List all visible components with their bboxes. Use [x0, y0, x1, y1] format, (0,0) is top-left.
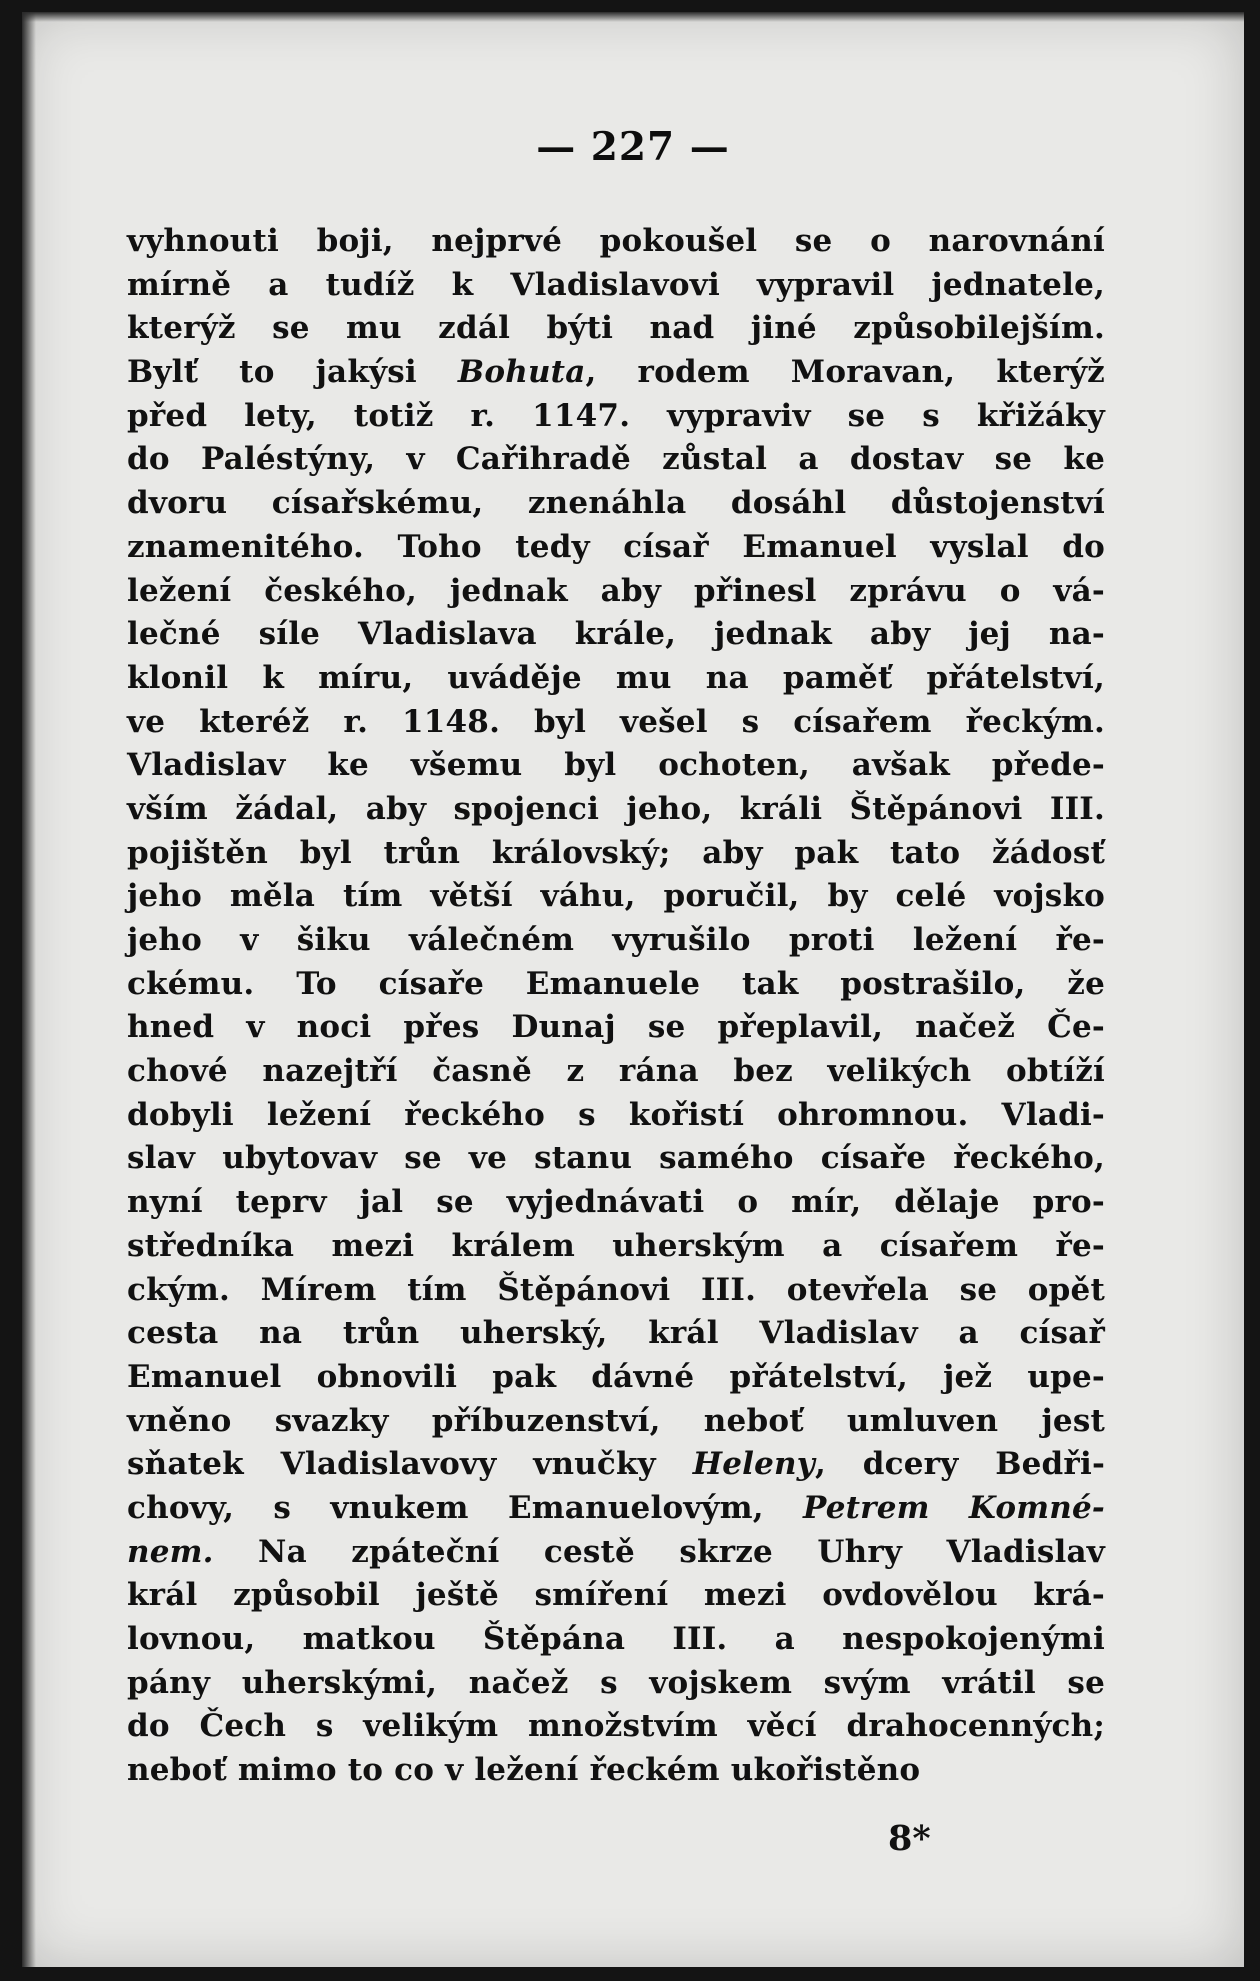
text-line: ležení českého, jednak aby přinesl zprávu o vá- [127, 572, 1105, 609]
page-left-edge-shadow [22, 12, 36, 1967]
text-line: mírně a tudíž k Vladislavovi vypravil jednatele, [127, 266, 1105, 303]
page-number: — 227 — [536, 124, 730, 170]
text-line: Bylť to jakýsi Bohuta, rodem Moravan, kterýž [127, 354, 1105, 391]
text-line: chové nazejtří časně z rána bez velikých obtíží [127, 1053, 1105, 1090]
text-line: neboť mimo to co v ležení řeckém ukořistěno [127, 1752, 921, 1789]
text-line: cesta na trůn uherský, král Vladislav a císař [127, 1315, 1105, 1352]
text-line: vněno svazky příbuzenství, neboť umluven jest [127, 1402, 1105, 1439]
text-line: hned v noci přes Dunaj se přeplavil, načež Če- [127, 1009, 1105, 1046]
text-line: jeho měla tím větší váhu, poručil, by celé vojsko [127, 878, 1105, 915]
text-line: středníka mezi králem uherským a císařem ře- [127, 1227, 1105, 1264]
text-line: pojištěn byl trůn královský; aby pak tato žádosť [127, 834, 1105, 871]
text-line: pány uherskými, načež s vojskem svým vrátil se [127, 1664, 1105, 1701]
body-text [127, 220, 1105, 1793]
text-line: do Paléstýny, v Cařihradě zůstal a dostav se ke [127, 441, 1105, 478]
text-line: ve kteréž r. 1148. byl vešel s císařem řeckým. [127, 703, 1105, 740]
printer-signature-mark: 8* [888, 1818, 931, 1859]
text-line: vším žádal, aby spojenci jeho, králi Štěpánovi III. [127, 790, 1105, 827]
text-line: do Čech s velikým množstvím věcí drahocenných; [127, 1708, 1105, 1745]
book-page [22, 12, 1244, 1967]
text-line: lovnou, matkou Štěpána III. a nespokojenými [127, 1621, 1105, 1657]
text-line: král způsobil ještě smíření mezi ovdovělou krá- [127, 1577, 1105, 1614]
text-line: ckým. Mírem tím Štěpánovi III. otevřela se opět [127, 1271, 1105, 1308]
text-line: kterýž se mu zdál býti nad jiné způsobilejším. [127, 310, 1105, 347]
text-line: klonil k míru, uváděje mu na paměť přátelství, [127, 659, 1105, 696]
text-line: Emanuel obnovili pak dávné přátelství, jež upe- [127, 1358, 1105, 1395]
text-line: chovy, s vnukem Emanuelovým, Petrem Komné- [127, 1489, 1105, 1526]
text-line: lečné síle Vladislava krále, jednak aby jej na- [127, 616, 1105, 653]
page-top-edge-shadow [22, 12, 1244, 22]
text-line: Vladislav ke všemu byl ochoten, avšak přede- [127, 747, 1105, 784]
text-line: dobyli ležení řeckého s kořistí ohromnou. Vladi- [127, 1096, 1105, 1133]
text-line: před lety, totiž r. 1147. vypraviv se s křižáky [127, 397, 1105, 434]
text-line: sňatek Vladislavovy vnučky Heleny, dcery Bedři- [127, 1446, 1106, 1483]
text-line: dvoru císařskému, znenáhla dosáhl důstojenství [127, 485, 1105, 522]
text-line: znamenitého. Toho tedy císař Emanuel vyslal do [127, 528, 1105, 565]
text-line: slav ubytovav se ve stanu samého císaře řeckého, [127, 1140, 1105, 1177]
text-line: nyní teprv jal se vyjednávati o mír, dělaje pro- [127, 1184, 1105, 1221]
text-line: vyhnouti boji, nejprvé pokoušel se o narovnání [127, 223, 1105, 259]
text-line: ckému. To císaře Emanuele tak postrašilo, že [127, 965, 1105, 1002]
text-line: nem. Na zpáteční cestě skrze Uhry Vladislav [127, 1533, 1105, 1570]
text-line: jeho v šiku válečném vyrušilo proti ležení ře- [127, 922, 1105, 958]
